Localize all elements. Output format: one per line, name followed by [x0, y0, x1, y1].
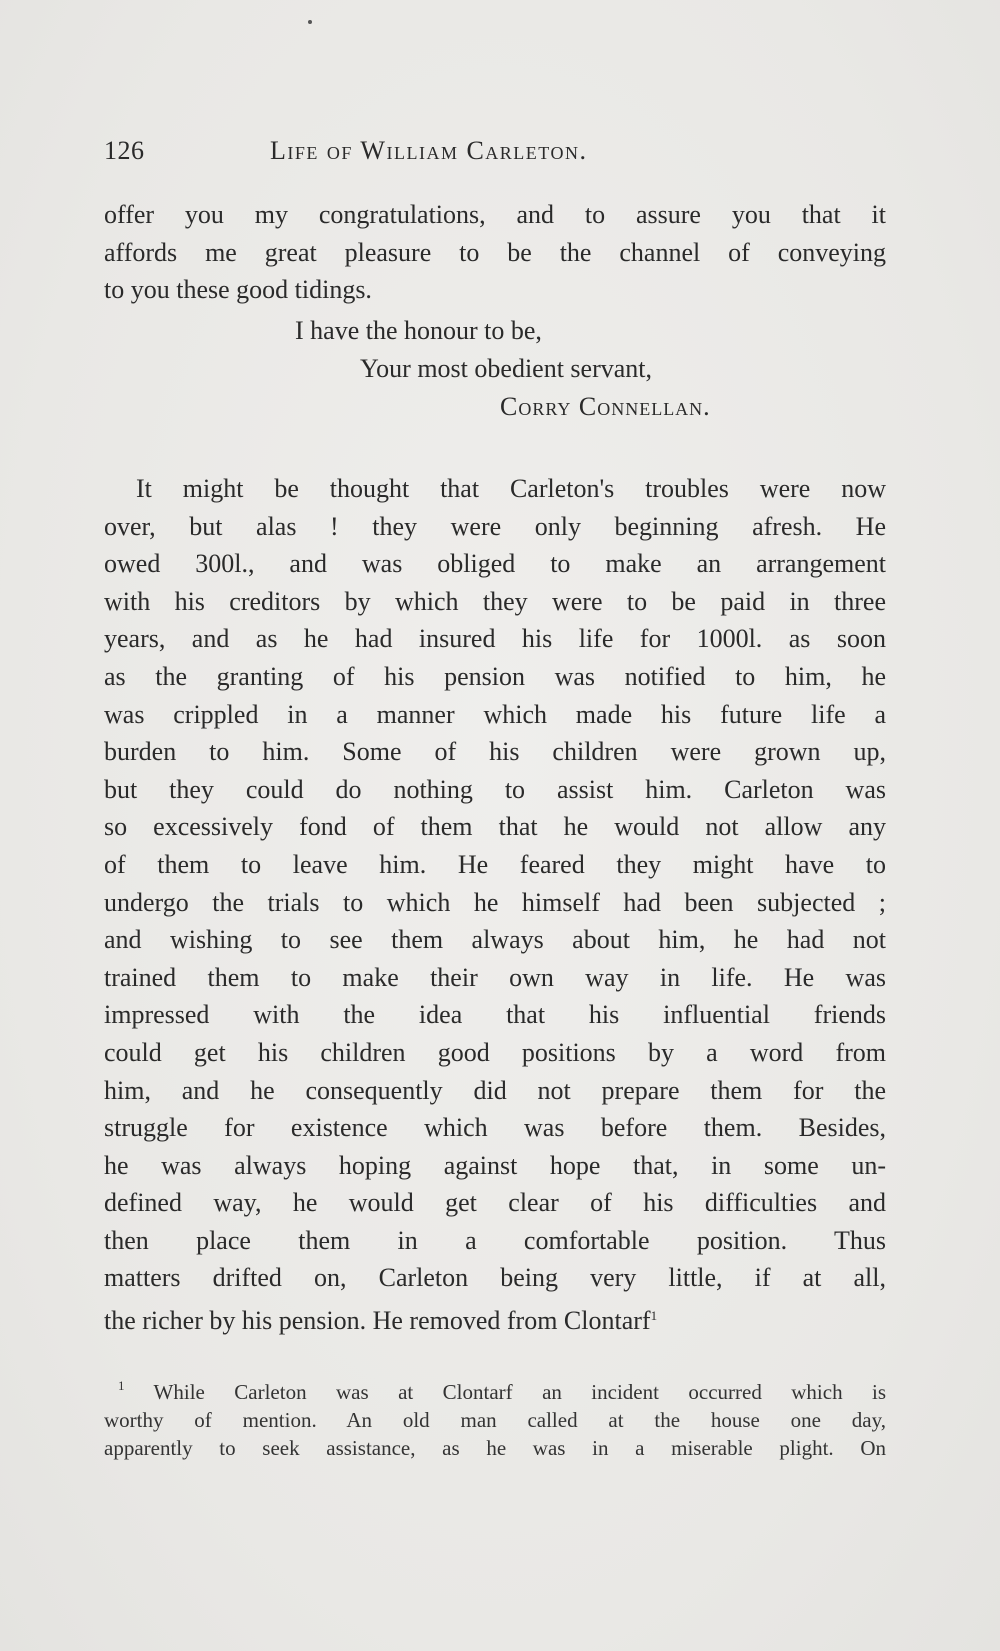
footnote-line-text: While Carleton was at Clontarf an incident occurred which is: [153, 1380, 886, 1404]
letter-valediction: Your most obedient servant,: [360, 354, 653, 383]
letter-line: affords me great pleasure to be the channel of conveying: [104, 237, 886, 267]
letter-closing: I have the honour to be,: [295, 316, 542, 345]
paragraph-line: with his creditors by which they were to be paid in three: [104, 586, 886, 616]
paragraph-line: of them to leave him. He feared they might have to: [104, 849, 886, 879]
footnote-line: worthy of mention. An old man called at the house one day,: [104, 1408, 886, 1432]
page-number: 126: [104, 136, 145, 165]
footnote-line: apparently to seek assistance, as he was in a miserable plight. On: [104, 1436, 886, 1460]
paragraph-last-line: [104, 1297, 886, 1340]
ink-speck: [308, 20, 312, 24]
paragraph-line: undergo the trials to which he himself had been subjected ;: [104, 887, 886, 917]
paragraph-line: but they could do nothing to assist him. Carleton was: [104, 774, 886, 804]
paragraph-line: him, and he consequently did not prepare them for the: [104, 1075, 886, 1105]
paragraph-line: struggle for existence which was before them. Besides,: [104, 1113, 886, 1143]
main-paragraph: [104, 470, 886, 1340]
footnote: [104, 1372, 886, 1462]
paragraph-line: burden to him. Some of his children were grown up,: [104, 737, 886, 767]
letter-text: [104, 196, 886, 309]
paragraph-line: could get his children good positions by a word from: [104, 1037, 886, 1067]
paragraph-line: years, and as he had insured his life for 1000l. as soon: [104, 624, 886, 654]
letter-line: offer you my congratulations, and to assure you that it: [104, 200, 886, 229]
letter-line: to you these good tidings.: [104, 275, 372, 305]
footnote-line: [104, 1372, 886, 1406]
paragraph-line: It might be thought that Carleton's troubles were now: [136, 474, 886, 503]
paragraph-line: as the granting of his pension was notified to him, he: [104, 661, 886, 691]
paragraph-line: trained them to make their own way in life. He was: [104, 962, 886, 992]
paragraph-line: so excessively fond of them that he would not allow any: [104, 812, 886, 842]
paragraph-line: then place them in a comfortable position. Thus: [104, 1225, 886, 1255]
footnote-reference: 1: [650, 1308, 658, 1324]
letter-signature: Corry Connellan.: [500, 392, 711, 421]
paragraph-line: he was always hoping against hope that, in some un-: [104, 1150, 886, 1180]
paragraph-line: over, but alas ! they were only beginning afresh. He: [104, 511, 886, 541]
paragraph-line-text: the richer by his pension. He removed from Clontarf: [104, 1306, 651, 1336]
page-header: [104, 136, 886, 172]
paragraph-line: matters drifted on, Carleton being very little, if at all,: [104, 1263, 886, 1293]
paragraph-line: owed 300l., and was obliged to make an arrangement: [104, 549, 886, 579]
footnote-marker: 1: [118, 1378, 125, 1393]
paragraph-line: and wishing to see them always about him, he had not: [104, 925, 886, 955]
paragraph-line: was crippled in a manner which made his future life a: [104, 699, 886, 729]
running-title: Life of William Carleton.: [270, 136, 588, 165]
paragraph-line: defined way, he would get clear of his difficulties and: [104, 1188, 886, 1218]
paragraph-line: impressed with the idea that his influential friends: [104, 1000, 886, 1030]
